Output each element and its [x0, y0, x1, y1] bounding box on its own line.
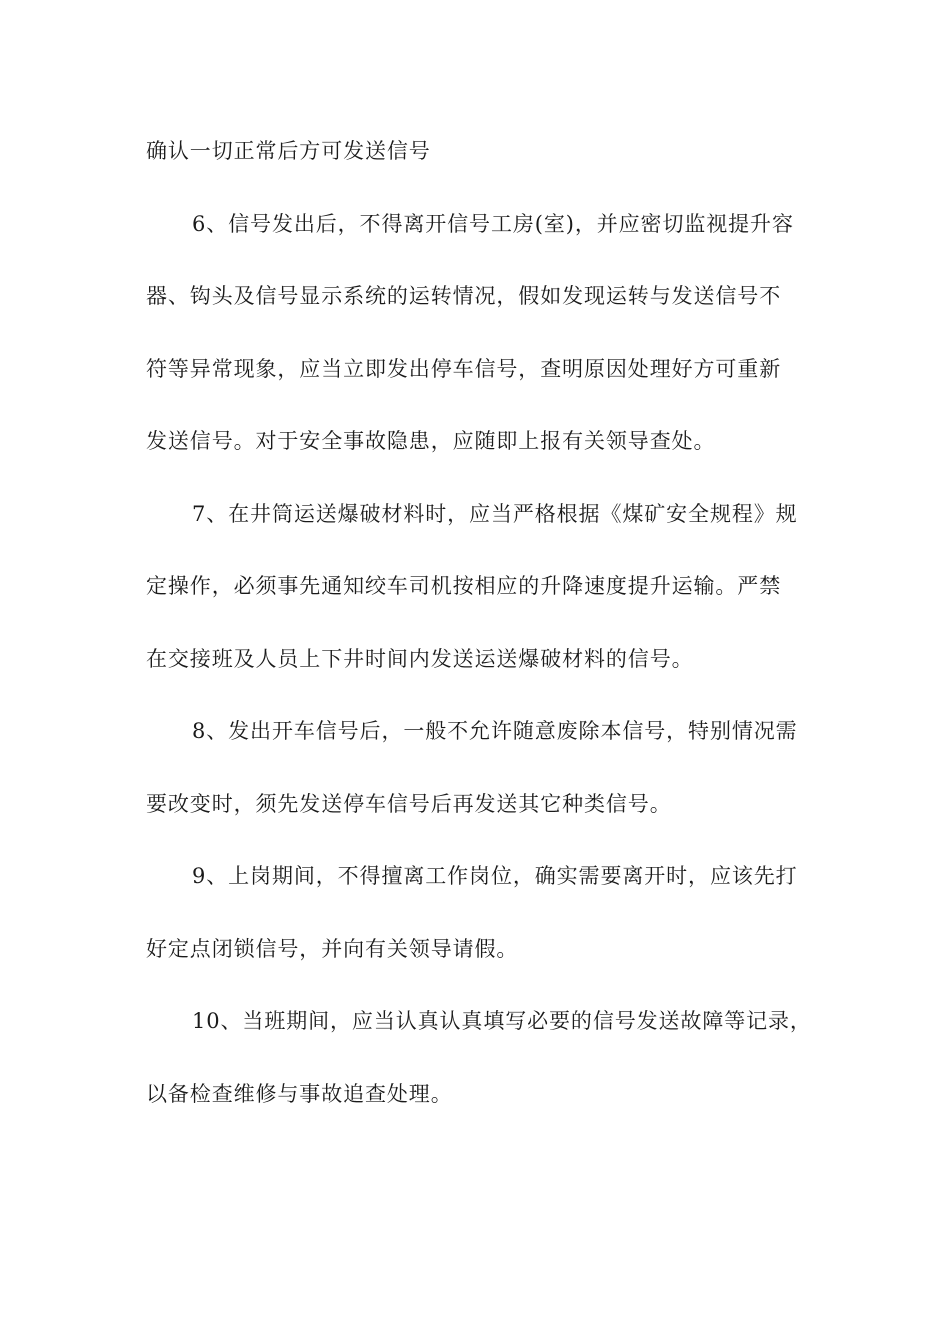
text-line-3: 器、钩头及信号显示系统的运转情况，假如发现运转与发送信号不 — [146, 284, 782, 308]
text-line-1: 确认一切正常后方可发送信号 — [146, 139, 431, 163]
text-line-14: 以备检查维修与事故追查处理。 — [146, 1081, 453, 1106]
text-line-9: 8、发出开车信号后，一般不允许随意废除本信号，特别情况需 — [192, 719, 798, 743]
text-line-6: 7、在井筒运送爆破材料时，应当严格根据《煤矿安全规程》规 — [192, 501, 798, 526]
text-line-12: 好定点闭锁信号，并向有关领导请假。 — [146, 936, 519, 961]
text-line-4: 符等异常现象，应当立即发出停车信号，查明原因处理好方可重新 — [146, 356, 782, 381]
text-line-13: 10、当班期间，应当认真认真填写必要的信号发送故障等记录， — [192, 1009, 812, 1033]
text-line-8: 在交接班及人员上下井时间内发送运送爆破材料的信号。 — [146, 646, 694, 671]
text-line-10: 要改变时，须先发送停车信号后再发送其它种类信号。 — [146, 791, 672, 816]
document-body — [146, 126, 812, 1141]
text-line-11: 9、上岗期间，不得擅离工作岗位，确实需要离开时，应该先打 — [192, 864, 798, 888]
text-line-5: 发送信号。对于安全事故隐患，应随即上报有关领导查处。 — [146, 429, 716, 453]
text-line-2: 6、信号发出后，不得离开信号工房(室)，并应密切监视提升容 — [192, 211, 794, 236]
text-line-7: 定操作，必须事先通知绞车司机按相应的升降速度提升运输。严禁 — [146, 574, 782, 598]
